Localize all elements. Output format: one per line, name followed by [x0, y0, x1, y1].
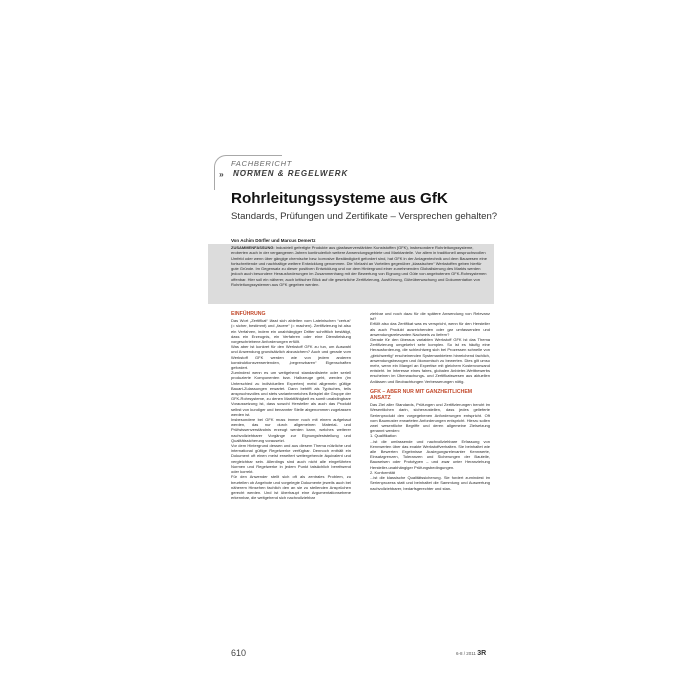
right-column — [370, 311, 490, 491]
abstract-label: ZUSAMMENFASSUNG — [231, 245, 274, 250]
left-column — [231, 311, 351, 500]
paragraph: Das Wort „Zertifikat“ lässt sich ableiten vom Lateinischen “certus“ (= sicher, bestimmt) und „facere“ (= machen). Zertifizierung ist also ein Verfahren, indem ein unabhängiger Dritter schriftlich bestätigt, dass ein Erzeugnis, ein Verfahren oder eine Dienstleistung vorgeschriebene Anforderungen erfüllt. — [231, 318, 351, 345]
paragraph: Insbesondere bei GFK muss immer noch mit einem aufgebaut werden, das nur durch allgemeinen Material- und Prüfwissenverständnis erzeugt werden kann, welches weiterer nachvollziehbarer Vorgänge zur Eignungsfeststellung und Qualitätssicherung vorausetzt. — [231, 417, 351, 443]
list-item-heading: 1. Qualifikation — [370, 433, 397, 439]
abstract-box — [208, 244, 494, 304]
article-subtitle: Standards, Prüfungen und Zertifikate – Versprechen gehalten? — [231, 211, 498, 222]
paragraph: Für den Anwender stellt sich oft als zentrales Problem, zu beurteilen ob Angebote und vorgelegte Dokumente jeweils auch bei näherem Hinsehen fachlich den an sie zu stellenden Ansprüchen gerecht werden. Und ist überhaupt eine Argumentationsebene erkennbar, die weitgehend sich nachvollziehbar — [231, 474, 351, 501]
paragraph: Gerade für den überaus variablen Werkstoff GFK ist das Thema Zertifizierung umgekehrt sehr komplex. So ist es häufig eine Herausforderung, die schlechtweg sich bei Prozessen schnelle von „gleichwertig“ erscheinenden Systemanbietern hinreichend fachlich, anwendungsbezogen und ökonomisch zu bewerten. Dies gilt umso mehr, wenn ein Mangel an Expertise mit gleichem Kostenvorwand entsteht. Im Interesse eines faires, globalen Anbieter-Wettbewerbs erscheinen im Überwachungs- und Zertifikatswesen aus aktuellen Anlässen und Beobachtungen Verbesserungen nötig. — [370, 337, 490, 384]
paragraph: Vor dem Hintergrund dessen und aus diesem Thema nützliche und international gültige Regelwerke verfügbar. Dennoch enthält ein Dokument oft einen meist erweitert weitergehende äquivalent und vergleichbar sein. Allerdings sind auch nicht alle eingeführten Normen und Regelwerke in jedem Punkt tatsächlich bereitwend oder korrekt. — [231, 443, 351, 475]
publication-mark: 3R — [477, 650, 487, 657]
chevron-icon: » — [219, 169, 224, 179]
header-rule — [232, 155, 282, 156]
list-item-heading: 2. Konformität — [370, 469, 395, 475]
paragraph: Zumindest wenn es um weitgehend standardisierte oder seriell produzierte Komponenten bzw. Halbzeuge geht, werden (im Unterschied zu individuellen Experten) meist allgemein gültige Bauart-Zulassungen erwartet. Dann betrifft als Typisches, teils anspruchsvolles und stets variantenreiches Beispiel die Gruppe der GFK-Rohrsysteme, zu denen Marktfähigkeit es somit unabdingbare Voraussetzung ist, dass sowohl Hersteller als auch das Produkt selbst von kundiger und benannter Stelle abgenommen zugelassen werden ist. — [231, 370, 351, 417]
section-heading-gfk: GFK – ABER NUR MIT GANZHEITLICHEM ANSATZ — [370, 388, 473, 402]
section-heading-introduction: EINFÜHRUNG — [231, 311, 266, 317]
abstract-text: ZUSAMMENFASSUNG: Industriell gefertigte Produkte aus glasfaserverstärkten Kunststoffen (GFK), insbesondere Rohrleitungssysteme, eroberten auch in der vergangenen Jahren kontinuierlich weitere Anwendungsgebiete und Marktanteile. Vor allem in traditionell anspruchsvollen Umfeld oder wenn über gängige chemische bzw. korrosive Beständigkeit gefordert sind, hat GFK in der Anlagentechnik und dem Bauwesen eine fortschreitende und nachhaltige weitere Entwicklung genommen. Die Vielzahl an Vorteilen gegenüber „klassischen“ Werkstoffen geben hierfür gute Gründe. Im Gegensatz zu dieser positiven Entwicklung und vor dem Hintergrund einer zunehmenden Globalisierung des Markts werden jedoch auch besondere Herausforderungen im Zusammenhang mit der Bewertung von Eignung und Güte von angebotenen GFK-Rohrsystemen offenbar. Hier soll ein näherer, auch kritischer Blick auf die gesetzliche Zertifizierung, Ausführung, Güteüberwachung und Dokumentation von Rohrleitungssystemen aus GFK gegeben werden. — [231, 245, 487, 288]
paragraph: ...ist die umfassende und nachvollziehbare Erfassung von Kennwerten über das exakte Werkstoffverhalten. Sie beinhaltet wie alle Bewerten Ergebnisse Auslegungsrelevanter Kennwerte, Einsatzgrenzen, Toleranzen und Sicherungen der Bauteile, Bauweisen oder Prototypen – und zwar unter Heranziehung Hersteller-unabhängiger Prüfungsbedingungen. — [370, 438, 490, 470]
paragraph: ziehbar und noch dazu für die spätere Anwendung von Relevanz ist? — [370, 311, 490, 322]
kicker-label: FACHBERICHT — [231, 159, 293, 168]
abstract-body: Industriell gefertigte Produkte aus glasfaserverstärkten Kunststoffen (GFK), insbesondere Rohrleitungssysteme, eroberten auch in der vergangenen Jahren kontinuierlich weitere Anwendungsgebiete und Marktanteile. Vor allem in traditionell anspruchsvollen Umfeld oder wenn über gängige chemische bzw. korrosive Beständigkeit gefordert sind, hat GFK in der Anlagentechnik und dem Bauwesen eine fortschreitende und nachhaltige weitere Entwicklung genommen. Die Vielzahl an Vorteilen gegenüber „klassischen“ Werkstoffen geben hierfür gute Gründe. Im Gegensatz zu dieser positiven Entwicklung und vor dem Hintergrund einer zunehmenden Globalisierung des Markts werden jedoch auch besondere Herausforderungen im Zusammenhang mit der Bewertung von Eignung und Güte von angebotenen GFK-Rohrsystemen offenbar. Hier soll ein näherer, auch kritischer Blick auf die gesetzliche Zertifizierung, Ausführung, Güteüberwachung und Dokumentation von Rohrleitungssystemen aus GFK gegeben werden. — [231, 245, 487, 288]
section-label: NORMEN & REGELWERK — [233, 169, 349, 178]
footer-issue — [456, 650, 486, 657]
paragraph: Was aber ist konkret für den Werkstoff GFK zu tun, um Auswahl und Anwendung grundsätzlich abzusichern? Auch und gerade vom Werkstoff GFK werden wie von jedem anderen konstruktionsverwertenden, „begrenzbaren“ Eigenschaften gefordert. — [231, 344, 351, 371]
article-title: Rohrleitungssysteme aus GfK — [231, 190, 448, 207]
article-authors: Von Achim Dörfler und Marcus Demertz — [231, 238, 316, 243]
paragraph: Erfüllt also das Zertifikat was es verspricht, wenn für den Hersteller als auch Produkt ausreichenden oder gar umfassenden und anwendungsrelevanten Nachweis zu liefern? — [370, 321, 490, 337]
paragraph: Das Ziel aller Standards, Prüfungen und Zertifizierungen beruht im Wesentlichen darin, sicherzustellen, dass jedes gelieferte Serienprodukt den vorgegebenen Anforderungen entspricht. Oft vom Baumuster erwarteten Anforderungen entspricht. Hierzu sollen zwei wesentliche Begriffe und deren allgemeine Zielsetzung genannt werden: — [370, 402, 490, 434]
issue-label: 6-8 / 2011 — [456, 651, 476, 656]
page-number: 610 — [231, 648, 247, 658]
paragraph: ...ist die klassische Qualitätssicherung. Sie fordert zumindest im Serienprozess statt und beinhaltet die Sammlung und Auswertung nachvollziehbarer, bedarfsgerechter und stan- — [370, 475, 490, 491]
